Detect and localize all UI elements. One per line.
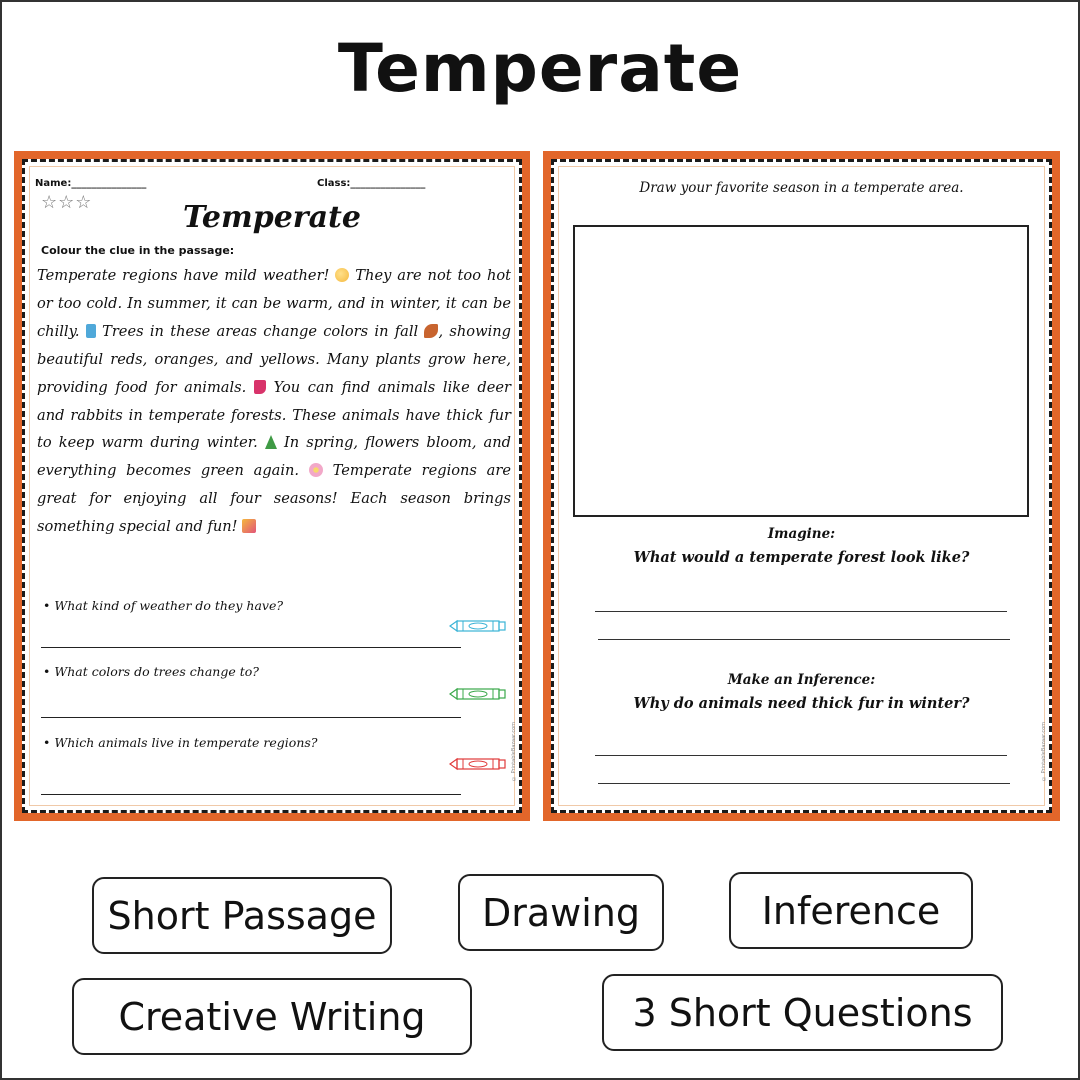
worksheet-page-activity xyxy=(543,151,1060,821)
crayon-green-icon xyxy=(449,687,507,701)
question-3: • Which animals live in temperate regions? xyxy=(43,735,318,750)
passage-text: Temperate regions are great for enjoying all four seasons! Each season brings something special and fun! xyxy=(37,462,511,536)
credit-text: © PrintableBazaar.com xyxy=(511,722,517,781)
tag-short-passage: Short Passage xyxy=(92,877,392,954)
rating-stars: ☆☆☆ xyxy=(41,192,93,213)
answer-line-1[interactable] xyxy=(41,647,461,648)
worksheet-page-inner xyxy=(22,159,522,813)
imagine-answer-line-2[interactable] xyxy=(598,639,1010,640)
answer-line-2[interactable] xyxy=(41,717,461,718)
passage-text: Temperate regions have mild weather! xyxy=(37,267,336,284)
question-3-text: Which animals live in temperate regions? xyxy=(54,735,318,750)
inference-label: Make an Inference: xyxy=(727,672,876,688)
passage-text: , showing beautiful reds, oranges, and yellows. Many plants grow here, providing food for animals. xyxy=(37,322,511,396)
question-2-text: What colors do trees change to? xyxy=(54,664,259,679)
draw-prompt: Draw your favorite season in a temperate area. xyxy=(639,180,964,196)
question-1-text: What kind of weather do they have? xyxy=(54,598,284,613)
passage-text: You can find animals like deer and rabbits in temperate forests. These animals have thick fur to keep warm during winter. xyxy=(37,378,511,452)
party-icon xyxy=(242,519,256,533)
snow-icon xyxy=(86,324,96,338)
tag-3-short-questions: 3 Short Questions xyxy=(602,974,1003,1051)
tag-creative-writing: Creative Writing xyxy=(72,978,472,1055)
imagine-question: What would a temperate forest look like? xyxy=(633,549,970,566)
crayon-red-icon xyxy=(449,757,507,771)
tag-inference: Inference xyxy=(729,872,973,949)
question-1: • What kind of weather do they have? xyxy=(43,598,284,613)
imagine-answer-line-1[interactable] xyxy=(595,611,1007,612)
credit-text: © PrintableBazaar.com xyxy=(1041,722,1047,781)
tag-drawing: Drawing xyxy=(458,874,664,951)
worksheet-page-reading xyxy=(14,151,530,821)
crayon-blue-icon xyxy=(449,619,507,633)
answer-line-3[interactable] xyxy=(41,794,461,795)
passage-text: In spring, flowers bloom, and everything becomes green again. xyxy=(37,434,511,480)
class-field-label: Class:_______________ xyxy=(317,178,426,189)
boot-icon xyxy=(254,380,266,394)
main-title: Temperate xyxy=(337,30,743,107)
flower-icon xyxy=(309,463,323,477)
passage-text: They are not too hot or too cold. In summer, it can be warm, and in winter, it can be chilly. xyxy=(37,267,511,340)
tree-icon xyxy=(265,435,277,449)
inference-answer-line-2[interactable] xyxy=(598,783,1010,784)
reading-passage xyxy=(37,262,511,541)
name-field-label: Name:_______________ xyxy=(35,178,147,189)
sun-icon xyxy=(335,268,349,282)
drawing-box[interactable] xyxy=(573,225,1029,517)
imagine-label: Imagine: xyxy=(767,526,836,542)
inference-answer-line-1[interactable] xyxy=(595,755,1007,756)
instruction-text: Colour the clue in the passage: xyxy=(41,244,235,257)
question-2: • What colors do trees change to? xyxy=(43,664,259,679)
leaf-icon xyxy=(424,324,438,338)
passage-text: Trees in these areas change colors in fall xyxy=(95,322,425,340)
worksheet-page-inner xyxy=(551,159,1052,813)
inference-question: Why do animals need thick fur in winter? xyxy=(633,695,970,712)
worksheet-title: Temperate xyxy=(183,200,361,235)
